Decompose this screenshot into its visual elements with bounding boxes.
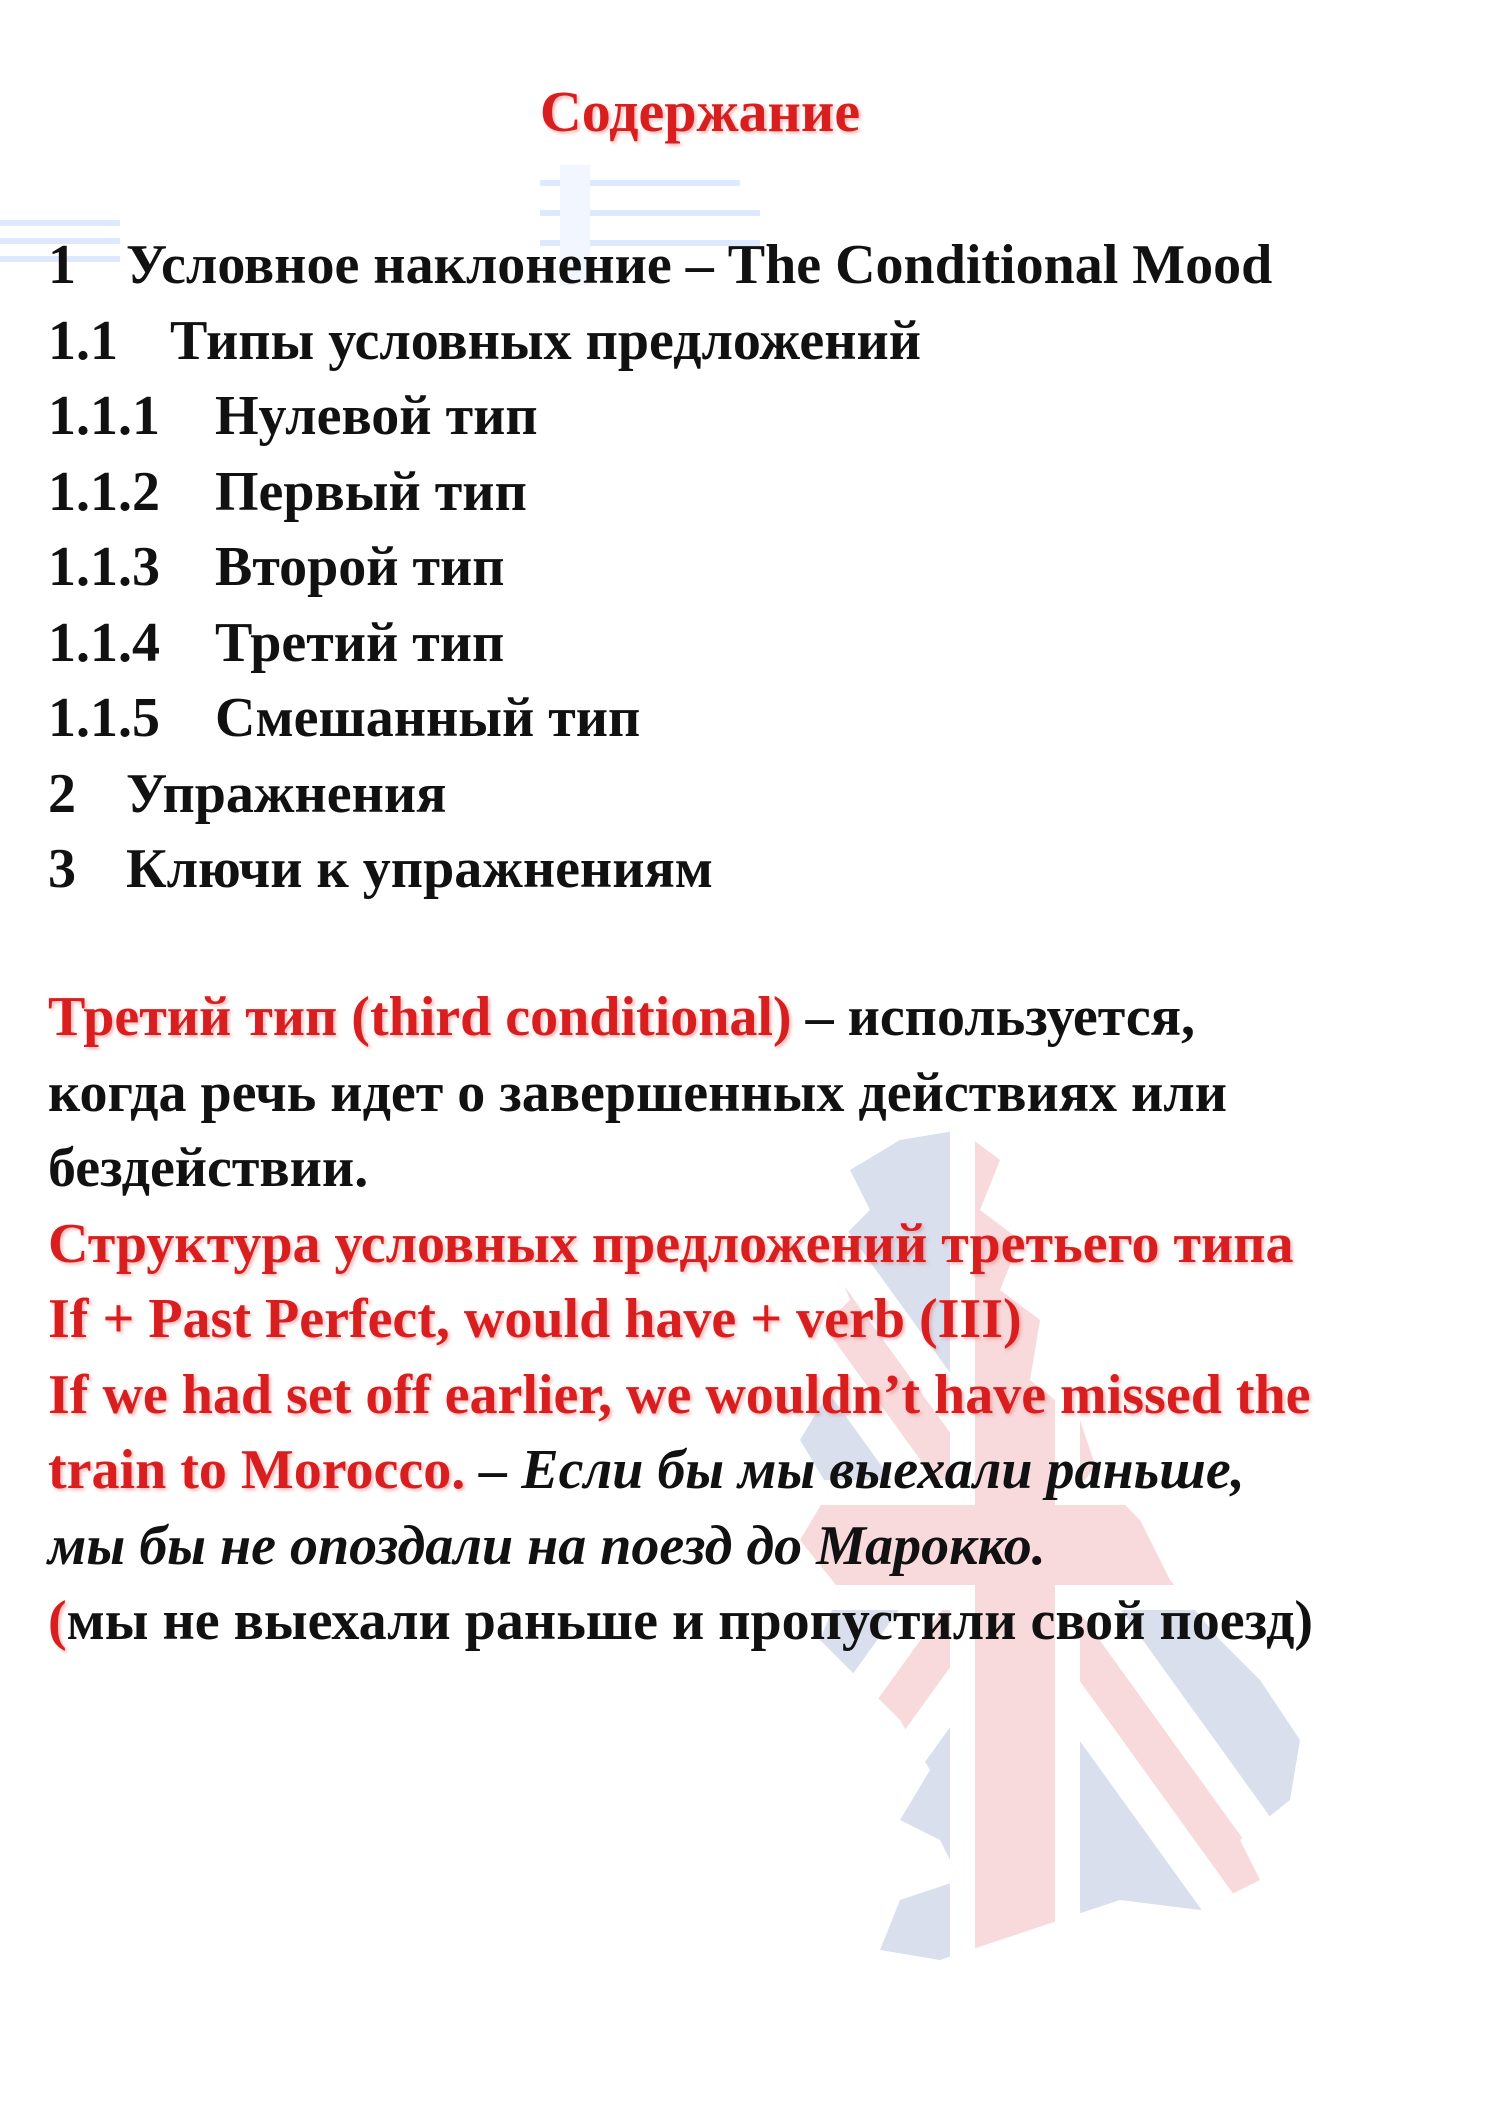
example-english-line-1: If we had set off earlier, we wouldn’t have missed the — [48, 1363, 1311, 1426]
toc-item[interactable] — [48, 832, 1272, 908]
toc-item-label: Типы условных предложений — [170, 309, 921, 372]
toc-item-number: 1.1.5 — [48, 687, 160, 749]
toc-item[interactable] — [48, 455, 1272, 531]
page-title: Содержание — [539, 79, 861, 144]
example-translation-line-2: мы бы не опоздали на поезд до Марокко. — [48, 1514, 1046, 1577]
toc-item-label: Первый тип — [215, 460, 527, 523]
toc-item-label: Упражнения — [126, 762, 447, 825]
example-english-line-2: train to Morocco. — [48, 1439, 466, 1501]
toc-item-number: 1.1.4 — [48, 611, 160, 674]
toc-item[interactable] — [48, 757, 1272, 833]
toc-item[interactable] — [48, 228, 1272, 304]
toc-item-number: 2 — [48, 762, 76, 825]
example-translation-line-1: – Если бы мы выехали раньше, — [465, 1439, 1245, 1501]
definition-term: Третий тип (third conditional) — [48, 986, 792, 1048]
toc-item[interactable] — [48, 606, 1272, 682]
structure-formula: If + Past Perfect, would have + verb (III) — [48, 1288, 1022, 1350]
toc-item[interactable] — [48, 530, 1272, 606]
toc-item-label: Второй тип — [215, 536, 505, 598]
toc-item-number: 1.1 — [48, 309, 118, 372]
toc-item-number: 3 — [48, 838, 76, 900]
toc-item-label: Ключи к упражнениям — [126, 838, 713, 900]
toc-item-number: 1.1.2 — [48, 460, 160, 523]
structure-heading: Структура условных предложений третьего типа — [48, 1212, 1294, 1275]
note-text: мы не выехали раньше и пропустили свой поезд) — [66, 1590, 1314, 1652]
example-line-2 — [48, 1433, 1468, 1509]
toc-item-label: Смешанный тип — [215, 687, 641, 749]
toc-item-label: Нулевой тип — [215, 385, 538, 447]
toc-item-label: Третий тип — [215, 611, 505, 674]
toc-item-number: 1.1.1 — [48, 385, 160, 447]
definition-line-2: когда речь идет о завершенных действиях или — [48, 1061, 1227, 1124]
toc-item-number: 1.1.3 — [48, 536, 160, 598]
toc-item-number: 1 — [48, 234, 76, 296]
body-section — [48, 980, 1468, 1660]
definition-text: – используется, — [791, 986, 1196, 1048]
toc-item-label: Условное наклонение – The Conditional Mood — [126, 234, 1273, 296]
toc-item[interactable] — [48, 304, 1272, 380]
note-open-paren: ( — [48, 1590, 67, 1652]
table-of-contents — [48, 228, 1272, 908]
toc-item[interactable] — [48, 379, 1272, 455]
example-note — [48, 1584, 1468, 1660]
definition-line-3: бездействии. — [48, 1137, 369, 1199]
definition-line-1 — [48, 980, 1468, 1056]
toc-item[interactable] — [48, 681, 1272, 757]
